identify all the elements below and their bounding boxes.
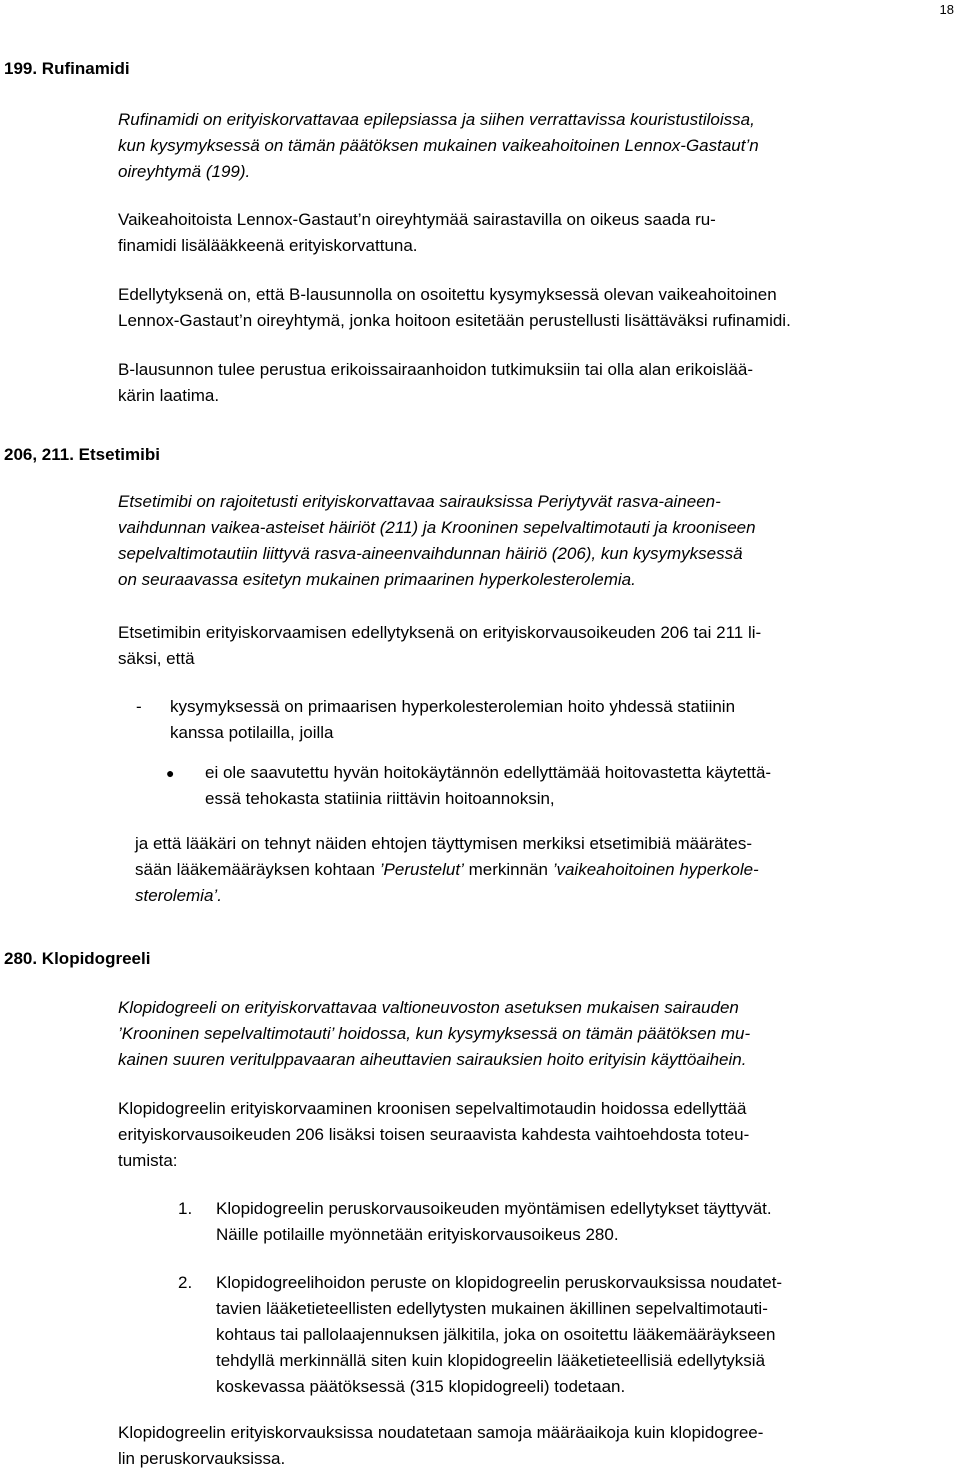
rufinamidi-paragraph-3 [118, 282, 956, 334]
list-item-text [216, 1196, 956, 1248]
rufinamidi-paragraph-4 [118, 357, 956, 409]
text-line: on seuraavassa esitetyn mukainen primaarinen hyperkolesterolemia. [118, 570, 636, 589]
numbered-list-item-1 [178, 1196, 958, 1248]
section-heading-rufinamidi: 199. Rufinamidi [4, 59, 130, 78]
text-line: säksi, että [118, 649, 195, 668]
text-line: erityiskorvausoikeuden 206 lisäksi toisen seuraavista kahdesta vaihtoehdosta toteu- [118, 1125, 750, 1144]
italic-span: ’vaikeahoitoinen hyperkole- [552, 860, 759, 879]
text-line: Klopidogreelin peruskorvausoikeuden myöntämisen edellytykset täyttyvät. [216, 1199, 772, 1218]
etsetimibi-paragraph-3 [135, 831, 955, 909]
text-line: kun kysymyksessä on tämän päätöksen mukainen vaikeahoitoinen Lennox-Gastaut’n [118, 136, 759, 155]
text-line: tavien lääketieteellisten edellytysten mukainen äkillinen sepelvaltimotauti- [216, 1299, 768, 1318]
text-line: lin peruskorvauksissa. [118, 1449, 286, 1468]
rufinamidi-paragraph-2 [118, 207, 956, 259]
text-line: kysymyksessä on primaarisen hyperkolesterolemian hoito yhdessä statiinin [170, 697, 736, 716]
text-line: oireyhtymä (199). [118, 162, 251, 181]
text-line: Näille potilaille myönnetään erityiskorvausoikeus 280. [216, 1225, 619, 1244]
bullet-item-text [205, 760, 945, 812]
text-line: kanssa potilailla, joilla [170, 723, 334, 742]
section-heading-klopidogreeli: 280. Klopidogreeli [4, 949, 151, 968]
text-line: ei ole saavutettu hyvän hoitokäytännön edellyttämää hoitovastetta käytettä- [205, 763, 772, 782]
text-line: kainen suuren veritulppavaaran aiheuttavien sairauksien hoito erityisin käyttöaihein. [118, 1050, 747, 1069]
text-line: finamidi lisälääkkeenä erityiskorvattuna. [118, 236, 418, 255]
section-heading-etsetimibi: 206, 211. Etsetimibi [4, 445, 160, 464]
text-line: Edellytyksenä on, että B-lausunnolla on osoitettu kysymyksessä olevan vaikeahoitoinen [118, 285, 777, 304]
text-line: vaihdunnan vaikea-asteiset häiriöt (211) ja Krooninen sepelvaltimotauti ja krooniseen [118, 518, 756, 537]
klopidogreeli-paragraph-3 [118, 1420, 956, 1472]
text-line: kärin laatima. [118, 386, 220, 405]
dash-item-text [170, 694, 930, 746]
text-line: essä tehokasta statiinia riittävin hoitoannoksin, [205, 789, 555, 808]
text-line: sepelvaltimotautiin liittyvä rasva-aineenvaihdunnan häiriö (206), kun kysymyksessä [118, 544, 743, 563]
text-line: Vaikeahoitoista Lennox-Gastaut’n oireyhtymää sairastavilla on oikeus saada ru- [118, 210, 716, 229]
dash-list-item [118, 694, 918, 746]
text-line: Etsetimibin erityiskorvaamisen edellytyksenä on erityiskorvausoikeuden 206 tai 211 li- [118, 623, 762, 642]
text-line: Rufinamidi on erityiskorvattavaa epilepsiassa ja siihen verrattavissa kouristustiloissa, [118, 110, 755, 129]
text-line: tumista: [118, 1151, 178, 1170]
etsetimibi-paragraph-2 [118, 620, 956, 672]
text-line: Lennox-Gastaut’n oireyhtymä, jonka hoitoon esitetään perustellusti lisättäväksi rufinamidi. [118, 311, 791, 330]
bullet-icon: ● [166, 765, 175, 781]
text-line [135, 857, 955, 883]
etsetimibi-paragraph-1 [118, 489, 956, 593]
text-line: Klopidogreelin erityiskorvaaminen kroonisen sepelvaltimotaudin hoidossa edellyttää [118, 1099, 747, 1118]
page-number: 18 [939, 2, 954, 17]
italic-span: ’Perustelut’ [379, 860, 464, 879]
text-line: Klopidogreelihoidon peruste on klopidogreelin peruskorvauksissa noudatet- [216, 1273, 783, 1292]
text-span: merkinnän [463, 860, 553, 879]
text-line: kohtaus tai pallolaajennuksen jälkitila, joka on osoitettu lääkemääräykseen [216, 1325, 776, 1344]
text-line: B-lausunnon tulee perustua erikoissairaanhoidon tutkimuksiin tai olla alan erikoislää- [118, 360, 754, 379]
text-line: Etsetimibi on rajoitetusti erityiskorvattavaa sairauksissa Periytyvät rasva-aineen- [118, 492, 721, 511]
numbered-list-item-2 [178, 1270, 958, 1400]
rufinamidi-paragraph-1 [118, 107, 956, 185]
text-line: ja että lääkäri on tehnyt näiden ehtojen täyttymisen merkiksi etsetimibiä määrätes- [135, 834, 753, 853]
klopidogreeli-paragraph-2 [118, 1096, 956, 1174]
text-line: Klopidogreeli on erityiskorvattavaa valtioneuvoston asetuksen mukaisen sairauden [118, 998, 739, 1017]
text-line: sterolemia’. [135, 886, 222, 905]
text-line: koskevassa päätöksessä (315 klopidogreeli) todetaan. [216, 1377, 626, 1396]
text-span: sään lääkemääräyksen kohtaan [135, 860, 380, 879]
text-line: Klopidogreelin erityiskorvauksissa noudatetaan samoja määräaikoja kuin klopidogree- [118, 1423, 764, 1442]
dash-marker: - [136, 697, 142, 716]
klopidogreeli-paragraph-1 [118, 995, 956, 1073]
list-number: 1. [178, 1199, 193, 1218]
list-number: 2. [178, 1273, 193, 1292]
bullet-list-item [160, 760, 950, 812]
list-item-text [216, 1270, 956, 1400]
text-line: ’Krooninen sepelvaltimotauti’ hoidossa, kun kysymyksessä on tämän päätöksen mu- [118, 1024, 751, 1043]
text-line: tehdyllä merkinnällä siten kuin klopidogreelin lääketieteellisiä edellytyksiä [216, 1351, 766, 1370]
